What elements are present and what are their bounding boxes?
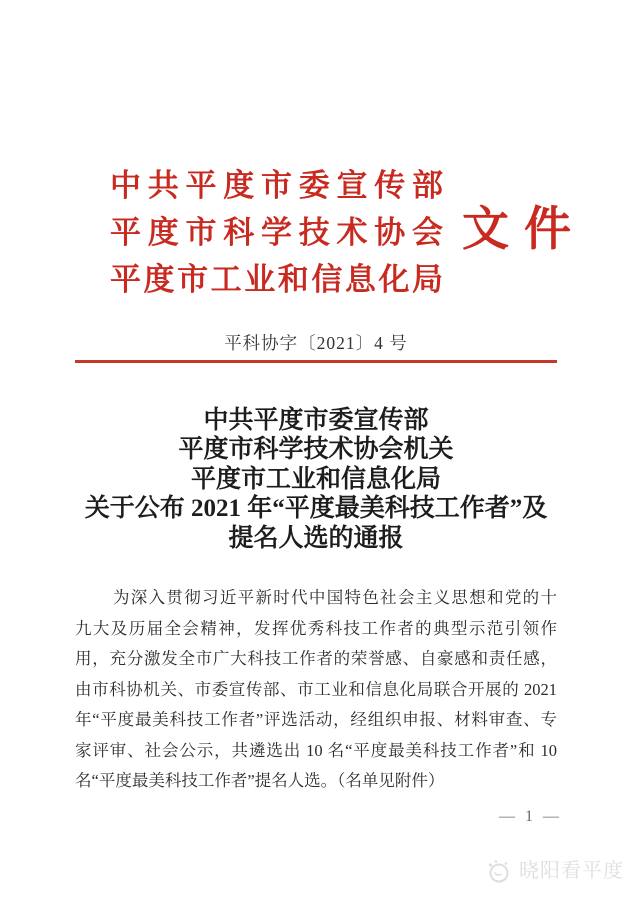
- sun-face-logo-icon: [484, 856, 514, 886]
- letterhead-org-line: 平度市科学技术协会: [110, 215, 443, 250]
- body-text-line: 名“平度最美科技工作者”提名人选。（名单见附件）: [75, 771, 445, 790]
- body-text-line: 用，充分激发全市广大科技工作者的荣誉感、自豪感和责任感，: [75, 649, 557, 668]
- body-text-line: 由市科协机关、市委宣传部、市工业和信息化局联合开展的 2021: [75, 679, 557, 699]
- title-line: 中共平度市委宣传部: [203, 406, 429, 434]
- body-text-line: 为深入贯彻习近平新时代中国特色社会主义思想和党的十: [112, 588, 557, 607]
- document-body: [75, 583, 557, 797]
- doc-reference-number: 平科协字〔2021〕4 号: [224, 333, 408, 353]
- watermark-text: 晓阳看平度: [519, 860, 624, 882]
- page-number: — 1 —: [499, 808, 562, 825]
- document-title: [30, 406, 602, 554]
- body-text-line: 年“平度最美科技工作者”评选活动，经组织申报、材料审查、专: [75, 710, 557, 729]
- letterhead-issuing-orgs: [110, 162, 443, 303]
- title-line: 平度市工业和信息化局: [190, 465, 441, 493]
- letterhead-org-line: 平度市工业和信息化局: [110, 262, 443, 297]
- body-text-line: 九大及历届全会精神，发挥优秀科技工作者的典型示范引领作: [75, 618, 557, 638]
- title-line: 关于公布 2021 年“平度最美科技工作者”及: [84, 495, 548, 522]
- red-divider-line: [75, 360, 557, 363]
- body-text-line: 家评审、社会公示，共遴选出 10 名“平度最美科技工作者”和 10: [75, 740, 557, 760]
- title-line: 提名人选的通报: [228, 524, 404, 552]
- title-line: 平度市科学技术协会机关: [178, 436, 454, 463]
- doc-type-label: 文件: [462, 204, 586, 256]
- letterhead-org-line: 中共平度市委宣传部: [110, 168, 443, 203]
- watermark: [484, 856, 624, 886]
